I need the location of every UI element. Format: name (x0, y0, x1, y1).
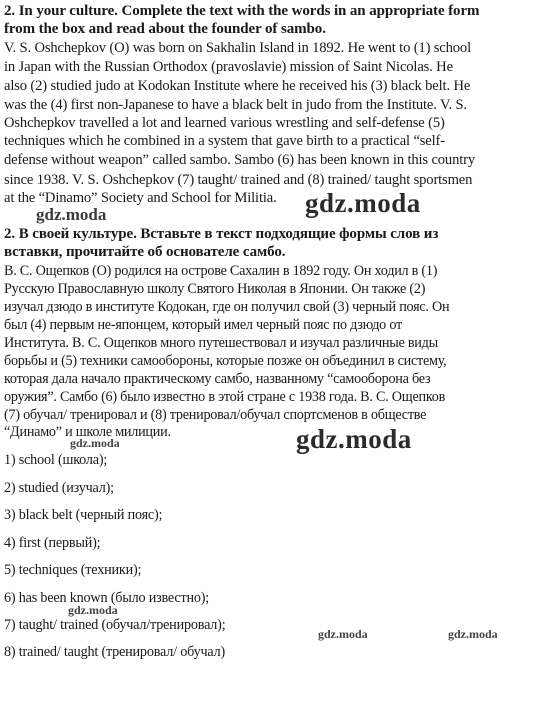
watermark: gdz.moda (68, 603, 118, 617)
ru-body-line: борьбы и (5) техники самообороны, которые позже он объединил в систему, (4, 353, 447, 369)
en-body-line: since 1938. V. S. Oshchepkov (7) taught/ trained and (8) trained/ taught sportsmen (4, 172, 473, 188)
en-body-line: techniques which he combined in a system that gave birth to a practical “self- (4, 133, 445, 149)
ru-heading-line-2: вставки, прочитайте об основателе самбо. (4, 244, 286, 260)
en-heading-line-1: 2. In your culture. Complete the text with the words in an appropriate form (4, 3, 480, 19)
ru-body-line: был (4) первым не-японцем, который имел черный пояс по дзюдо от (4, 317, 402, 333)
ru-body-line: изучал дзюдо в институте Кодокан, где он получил свой (3) черный пояс. Он (4, 299, 450, 315)
en-body-line: at the “Dinamo” Society and School for Militia. (4, 190, 277, 206)
answer-item: 4) first (первый); (4, 535, 101, 551)
answer-item: 6) has been known (было известно); (4, 590, 210, 606)
en-body-line: defense without weapon” called sambo. Sambo (6) has been known in this country (4, 152, 475, 168)
watermark: gdz.moda (70, 436, 120, 450)
answer-item: 8) trained/ taught (тренировал/ обучал) (4, 644, 226, 660)
ru-heading-line-1: 2. В своей культуре. Вставьте в текст подходящие формы слов из (4, 226, 439, 242)
watermark: gdz.moda (36, 205, 107, 224)
en-body-line: was the (4) first non-Japanese to have a black belt in judo from the Institute. V. S. (4, 97, 467, 113)
answer-item: 1) school (школа); (4, 452, 108, 468)
watermark: gdz.moda (448, 627, 498, 641)
watermark: gdz.moda (296, 424, 412, 454)
en-heading-line-2: from the box and read about the founder of sambo. (4, 21, 326, 37)
watermark: gdz.moda (305, 188, 421, 218)
answer-item: 2) studied (изучал); (4, 480, 114, 496)
ru-body-line: Русскую Православную школу Святого Николая в Японии. Он также (2) (4, 281, 426, 297)
ru-body-line: (7) обучал/ тренировал и (8) тренировал/обучал спортсменов в обществе (4, 407, 427, 423)
watermark: gdz.moda (318, 627, 368, 641)
ru-body-line: которая дала начало практическому самбо, названному “самооборона без (4, 371, 431, 387)
ru-body-line: “Динамо” и школе милиции. (4, 424, 171, 440)
en-body-line: also (2) studied judo at Kodokan Institute where he received his (3) black belt. He (4, 78, 471, 94)
ru-body-line: В. С. Ощепков (О) родился на острове Сахалин в 1892 году. Он ходил в (1) (4, 263, 438, 279)
answer-item: 7) taught/ trained (обучал/тренировал); (4, 617, 226, 633)
answer-item: 5) techniques (техники); (4, 562, 142, 578)
ru-body-line: Института. В. С. Ощепков много путешествовал и изучал различные виды (4, 335, 438, 351)
en-body-line: Oshchepkov travelled a lot and learned various wrestling and self-defense (5) (4, 115, 445, 131)
en-body-line: in Japan with the Russian Orthodox (pravoslavie) mission of Saint Nicolas. He (4, 59, 453, 75)
en-body-line: V. S. Oshchepkov (O) was born on Sakhalin Island in 1892. He went to (1) school (4, 40, 471, 56)
answer-item: 3) black belt (черный пояс); (4, 507, 163, 523)
ru-body-line: оружия”. Самбо (6) было известно в этой стране с 1938 года. В. С. Ощепков (4, 389, 446, 405)
